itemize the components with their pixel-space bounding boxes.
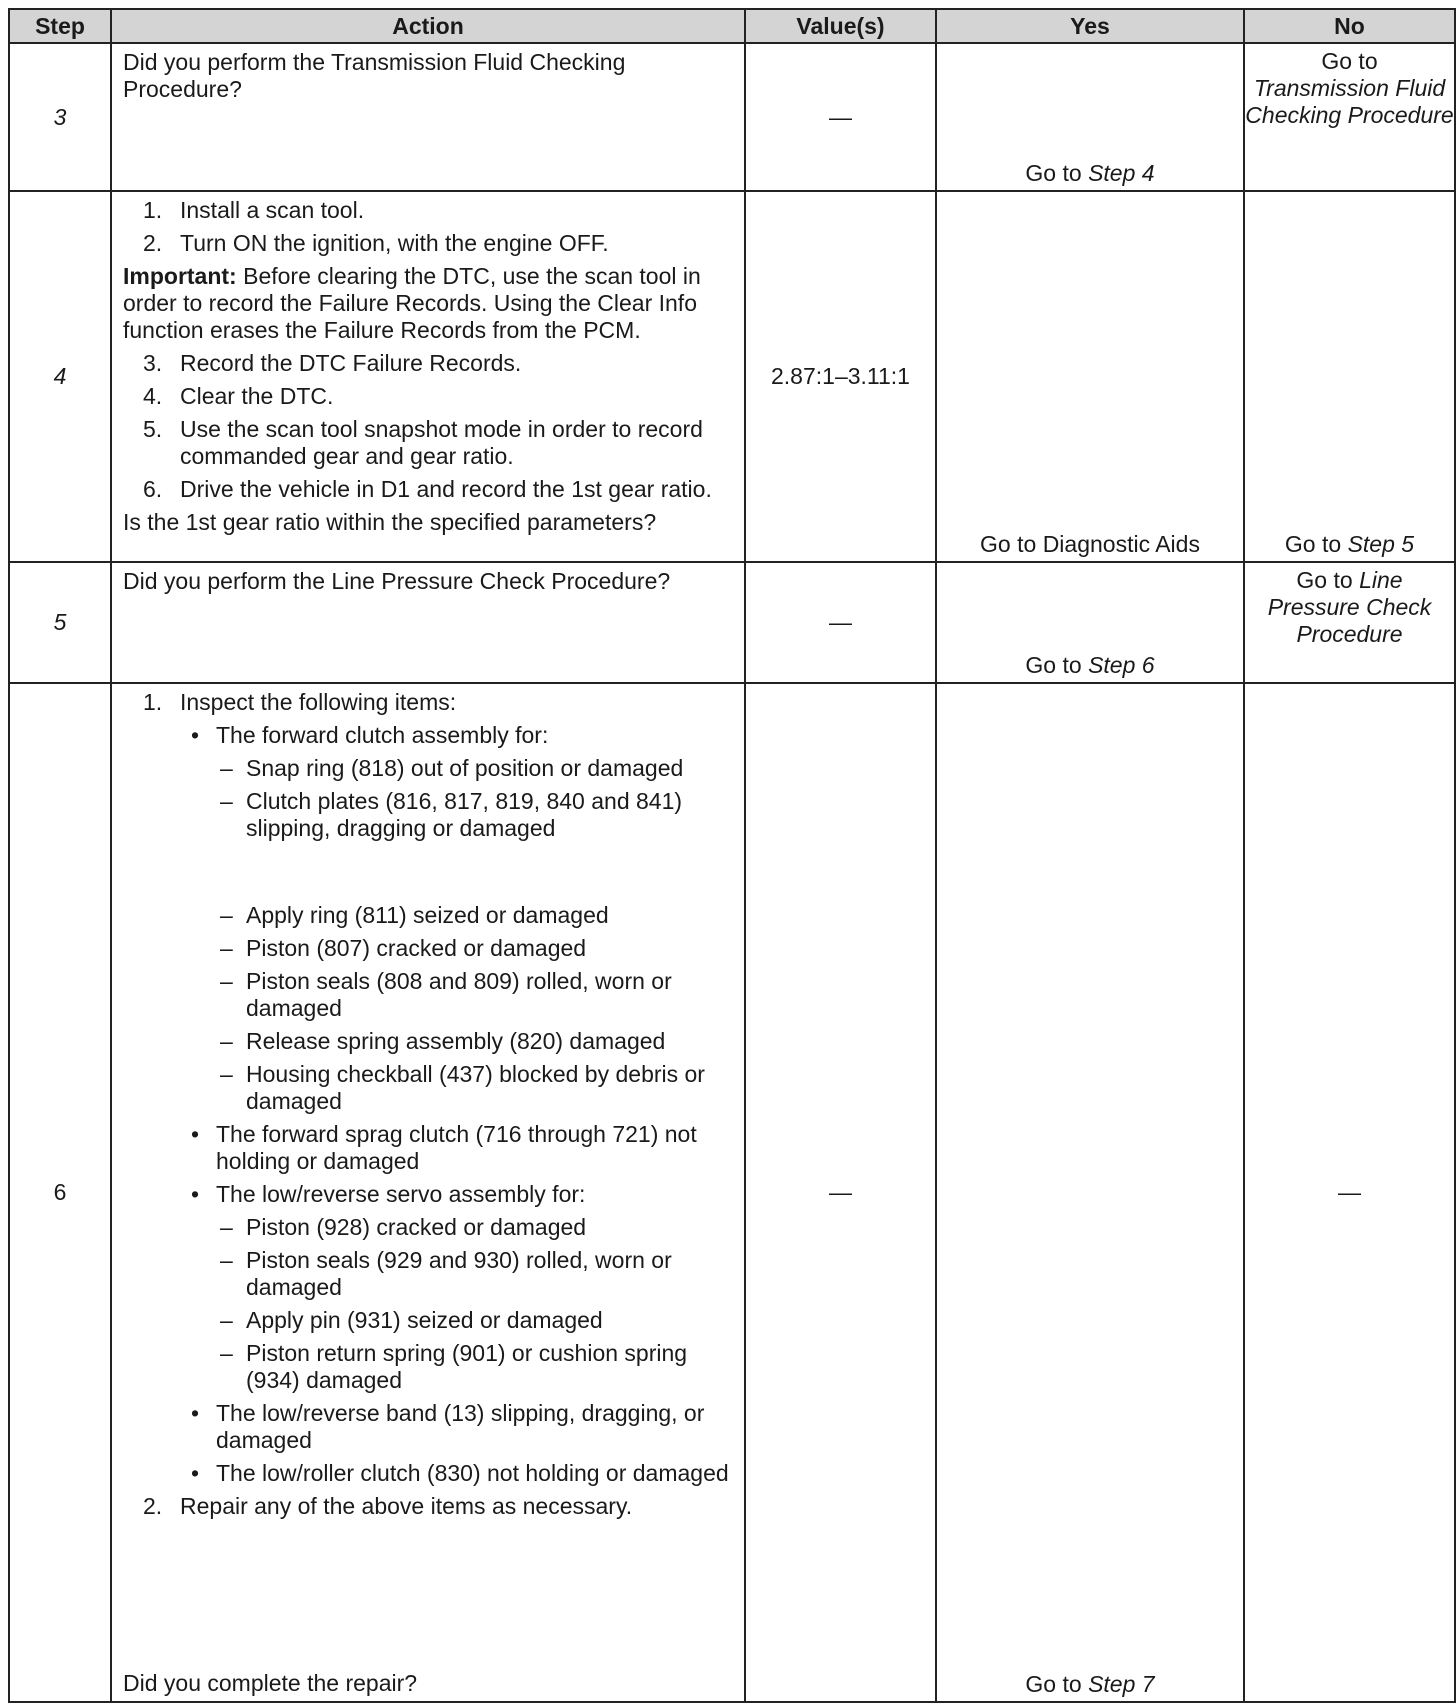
no-go-to: Go to — [1321, 48, 1378, 74]
yes-link-step-4[interactable]: Step 4 — [1088, 160, 1155, 186]
sub-item: – Piston (928) cracked or damaged — [220, 1214, 587, 1240]
sub-item: – Housing checkball (437) blocked by debris or damaged — [220, 1061, 705, 1114]
no-cell — [1244, 43, 1455, 191]
no-link-step-5[interactable]: Step 5 — [1347, 531, 1415, 557]
value-cell: — — [745, 683, 936, 1702]
no-go-to: Go to — [1284, 531, 1348, 557]
action-question: Is the 1st gear ratio within the specified parameters? — [123, 509, 657, 535]
bullet-item: • The forward sprag clutch (716 through 721) not holding or damaged — [191, 1121, 697, 1174]
header-step: Step — [9, 9, 111, 43]
sub-item: – Piston seals (929 and 930) rolled, worn or damaged — [220, 1247, 672, 1300]
step-number: 6 — [9, 683, 111, 1702]
list-item: 1. Inspect the following items: — [143, 689, 457, 715]
sub-item: – Piston seals (808 and 809) rolled, worn or damaged — [220, 968, 672, 1021]
sub-item: – Release spring assembly (820) damaged — [220, 1028, 666, 1054]
value-cell: — — [745, 562, 936, 683]
yes-cell — [936, 43, 1244, 191]
yes-cell — [936, 191, 1244, 562]
action-cell — [111, 683, 745, 1702]
header-yes: Yes — [936, 9, 1244, 43]
value-cell: — — [745, 43, 936, 191]
table-header-row — [9, 9, 1455, 43]
no-go-to: Go to — [1296, 567, 1360, 593]
yes-go-to: Go to — [1025, 1671, 1089, 1697]
step-number: 4 — [9, 191, 111, 562]
header-values: Value(s) — [745, 9, 936, 43]
yes-cell — [936, 562, 1244, 683]
no-cell: — — [1244, 683, 1455, 1702]
bullet-item: • The forward clutch assembly for: — [191, 722, 549, 748]
bullet-item: • The low/reverse band (13) slipping, dragging, or damaged — [191, 1400, 705, 1453]
yes-go-to: Go to — [1025, 652, 1089, 678]
sub-item: – Snap ring (818) out of position or damaged — [220, 755, 684, 781]
value-cell: 2.87:1–3.11:1 — [745, 191, 936, 562]
no-cell — [1244, 562, 1455, 683]
header-action: Action — [111, 9, 745, 43]
action-cell — [111, 191, 745, 562]
no-link-line-pressure[interactable]: Line Pressure Check Procedure — [1267, 567, 1432, 647]
action-cell — [111, 562, 745, 683]
list-item: 1. Install a scan tool. — [143, 197, 365, 223]
sub-item: – Clutch plates (816, 817, 819, 840 and 841) slipping, dragging or damaged — [220, 788, 683, 841]
list-item: 2. Repair any of the above items as necessary. — [143, 1493, 633, 1519]
important-note: Important: Before clearing the DTC, use the scan tool in order to record the Failure Records. Using the Clear Info function erases the Failure Records from the PCM. — [123, 263, 701, 343]
action-question: Did you complete the repair? — [123, 1670, 418, 1696]
step-number: 5 — [9, 562, 111, 683]
yes-cell — [936, 683, 1244, 1702]
list-item: 4. Clear the DTC. — [143, 383, 334, 409]
list-item: 6. Drive the vehicle in D1 and record the 1st gear ratio. — [143, 476, 712, 502]
bullet-item: • The low/reverse servo assembly for: — [191, 1181, 586, 1207]
yes-link-step-6[interactable]: Step 6 — [1088, 652, 1155, 678]
action-question: Did you perform the Line Pressure Check Procedure? — [123, 568, 671, 594]
sub-item: – Piston (807) cracked or damaged — [220, 935, 587, 961]
table-row-step-5 — [9, 562, 1455, 683]
yes-link-step-7[interactable]: Step 7 — [1088, 1671, 1155, 1697]
bullet-item: • The low/roller clutch (830) not holding or damaged — [191, 1460, 729, 1486]
no-link-fluid-checking[interactable]: Transmission Fluid Checking Procedure — [1245, 75, 1454, 128]
action-cell — [111, 43, 745, 191]
yes-go-to: Go to — [1025, 160, 1089, 186]
step-number: 3 — [9, 43, 111, 191]
no-cell — [1244, 191, 1455, 562]
list-item: 5. Use the scan tool snapshot mode in order to record commanded gear and gear ratio. — [143, 416, 703, 469]
header-no: No — [1244, 9, 1455, 43]
sub-item: – Piston return spring (901) or cushion spring (934) damaged — [220, 1340, 688, 1393]
diagnostic-table — [8, 8, 1456, 1703]
table-row-step-3 — [9, 43, 1455, 191]
table-row-step-4 — [9, 191, 1455, 562]
list-item: 2. Turn ON the ignition, with the engine OFF. — [143, 230, 609, 256]
yes-link-diagnostic-aids[interactable]: Go to Diagnostic Aids — [980, 531, 1200, 557]
table-row-step-6 — [9, 683, 1455, 1702]
list-item: 3. Record the DTC Failure Records. — [143, 350, 522, 376]
action-question: Did you perform the Transmission Fluid Checking Procedure? — [123, 49, 626, 102]
sub-item: – Apply ring (811) seized or damaged — [220, 902, 609, 928]
sub-item: – Apply pin (931) seized or damaged — [220, 1307, 603, 1333]
